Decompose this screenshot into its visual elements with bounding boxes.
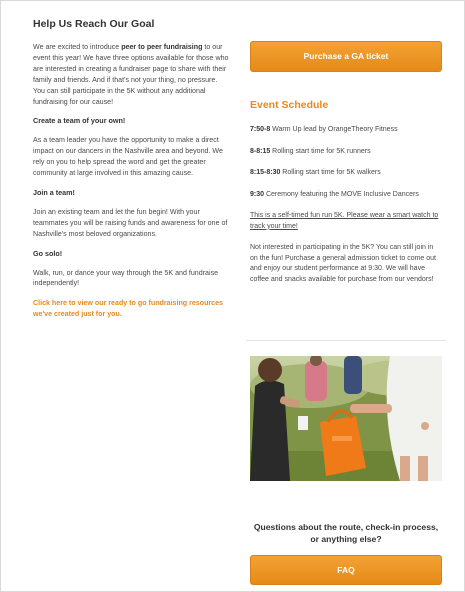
resources-link[interactable]: Click here to view our ready to go fundraising resources we've created just for you. xyxy=(33,299,224,319)
purchase-ticket-button[interactable]: Purchase a GA ticket xyxy=(250,41,442,72)
schedule-list xyxy=(250,125,442,200)
intro-paragraph xyxy=(33,42,229,107)
schedule-text: Warm Up lead by OrangeTheory Fitness xyxy=(270,126,398,133)
questions-heading: Questions about the route, check-in process, or anything else? xyxy=(253,522,439,544)
team-paragraph: As a team leader you have the opportunity to make a direct impact on our dancers in the Nashville area and beyond. We rely on you to help spread the word and get the greater community at large involved in this amazing cause. xyxy=(33,136,223,178)
intro-text-b: to our event this year! We have three options available for those who are interested in creating a fundraiser page to share with their family and friends. And if that's not your thing, no pressure. You can still participate in the 5K without any additional fundraising for our cause! xyxy=(33,43,229,106)
schedule-item xyxy=(250,190,442,201)
event-column xyxy=(250,41,442,285)
solo-heading: Go solo! xyxy=(33,248,63,258)
general-admission-note: Not interested in participating in the 5K? You can still join in on the fun! Purchase a general admission ticket to come out and enjoy our student performance at 9:30. We will have coffee and snacks available for purchase from our vendors! xyxy=(250,244,436,283)
schedule-item xyxy=(250,147,442,158)
schedule-time: 8-8:15 xyxy=(250,147,271,155)
intro-bold: peer to peer fundraising xyxy=(121,43,203,51)
schedule-item xyxy=(250,125,442,136)
faq-button[interactable]: FAQ xyxy=(250,555,442,585)
intro-text-a: We are excited to introduce xyxy=(33,43,122,51)
schedule-text: Rolling start time for 5K runners xyxy=(270,147,371,155)
join-paragraph: Join an existing team and let the fun begin! With your teammates you will be raising funds and awareness for one of Nashville's most beloved organizations. xyxy=(33,207,228,238)
faq-section xyxy=(250,555,442,585)
self-timed-note: This is a self-timed fun run 5K. Please wear a smart watch to track your time! xyxy=(250,212,439,230)
event-photo xyxy=(250,356,442,481)
team-heading: Create a team of your own! xyxy=(33,116,126,126)
schedule-time: 8:15-8:30 xyxy=(250,169,281,176)
schedule-text: Ceremony featuring the MOVE Inclusive Dancers xyxy=(264,190,419,198)
schedule-title: Event Schedule xyxy=(250,99,329,111)
goal-heading: Help Us Reach Our Goal xyxy=(33,18,155,30)
schedule-time: 9:30 xyxy=(250,190,265,198)
schedule-time: 7:50-8 xyxy=(250,126,271,133)
schedule-item xyxy=(250,168,442,179)
schedule-text: Rolling start time for 5K walkers xyxy=(280,169,381,176)
section-divider xyxy=(246,340,446,341)
fundraising-column xyxy=(33,18,229,329)
join-heading: Join a team! xyxy=(33,187,75,197)
event-photo-illustration xyxy=(250,356,442,481)
solo-paragraph: Walk, run, or dance your way through the 5K and fundraise independently! xyxy=(33,268,219,288)
